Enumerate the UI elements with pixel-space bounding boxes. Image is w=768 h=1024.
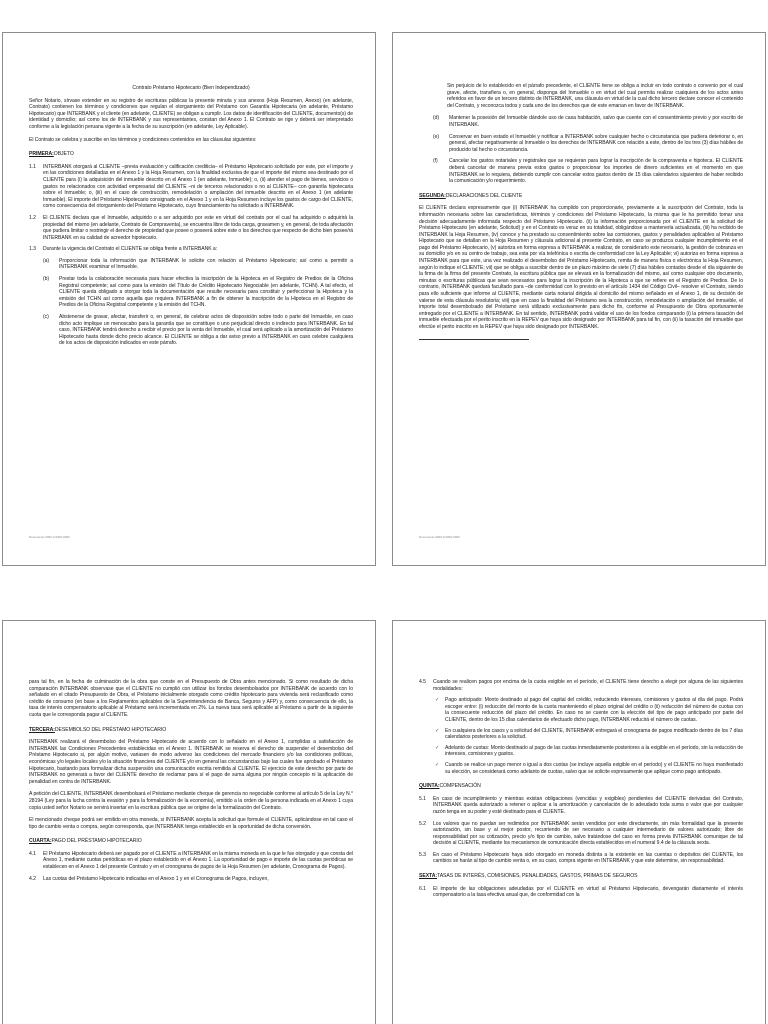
clause-1-2 — [29, 215, 353, 241]
checkmark-icon: ✓ — [435, 727, 440, 734]
subclause-text: Proporcionar toda la información que INTERBANK le solicite con relación al Préstamo Hipotecario; así como a permitir a INTERBANK examinar el Inmueble. — [59, 257, 353, 271]
clause-5-2 — [419, 821, 743, 847]
subclause-label: (b) — [43, 276, 50, 283]
clause-number: 5.3 — [419, 851, 426, 858]
page-3-content — [29, 679, 353, 887]
section-heading-tercera — [29, 727, 353, 734]
checkmark-icon: ✓ — [435, 761, 440, 768]
heading-label: TERCERA: — [29, 726, 55, 733]
heading-text: OBJETO — [53, 151, 74, 158]
subclause-label: (a) — [43, 257, 50, 264]
subclause-text: Conservar en buen estado el Inmueble y notificar a INTERBANK sobre cualquier hecho o circunstancia que pudiera deteriorar o, en general, afectar negativamente al Inmueble o los derechos de INTERBANK con relación a este, dentro de los tres (3) días hábiles de producido tal hecho o circunstancia. — [449, 133, 743, 153]
intro-paragraph: Señor Notario, sírvase extender en su registro de escrituras públicas la presente minuta y sus anexos (Hoja Resumen, Anexo) (en adelante, Contrato) contienen los términos y condiciones que regulan el otorgamiento del Préstamo con Garantía Hipotecaria (en adelante, Préstamo Hipotecario) que INTERBANK y el cliente (en adelante, CLIENTE) se obligan a cumplir. Los datos de identificación del CLIENTE, documento(s) de identidad y domicilio; así como los de INTERBANK y sus representantes, constan del Anexo 1. El Contrato se rige y deberá ser interpretado conforme a la legislación peruana vigente a la fecha de su suscripción (en adelante, Ley Aplicable). — [29, 97, 353, 130]
checkmark-icon: ✓ — [435, 697, 440, 704]
heading-text: PAGO DEL PRÉSTAMO HIPOTECARIO — [51, 838, 142, 845]
heading-text: DESEMBOLSO DEL PRÉSTAMO HIPOTECARIO — [54, 726, 167, 733]
subclause-label: (c) — [43, 314, 49, 321]
subclause-label: (f) — [433, 158, 438, 165]
page-2-content — [419, 83, 743, 340]
subclause-f — [433, 158, 743, 184]
document-page-1 — [2, 32, 376, 566]
clause-text: El importe de las obligaciones adeudadas por el CLIENTE en virtud al Préstamo Hipotecario, devengarán diariamente el interés compensatorio a la tasa efectiva anual que, de conformidad con la — [433, 885, 743, 899]
document-title: Contrato Préstamo Hipotecario (Bien Independizado) — [132, 85, 250, 91]
page-1-content — [29, 85, 353, 352]
check-item — [435, 745, 743, 758]
clause-4-5 — [419, 679, 743, 692]
clause-4-1 — [29, 851, 353, 871]
page-footer: Documento 0000-0 0000-0000 — [29, 535, 70, 539]
heading-label: QUINTA: — [419, 783, 440, 790]
subclause-text: Abstenerse de gravar, afectar, transferir o, en general, de celebrar actos de disposición sobre todo o parte del Inmueble, en caso dicho acto implique un menoscabo para la garantía que se constituye o uno perjudicial directo o indirecto para INTERBANK. En tal caso, INTERBANK tendrá derecho a recibir el precio por la venta del Inmueble, el cual será aplicado a la amortización del Préstamo Hipotecario hasta donde dicho precio alcance. El CLIENTE se obliga a dar aviso previo a INTERBANK en caso celebre cualquiera de los actos de disposición indicados en este párrafo. — [59, 314, 353, 347]
document-page-2 — [392, 32, 766, 566]
clause-text: Cuando se realicen pagos por encima de la cuota exigible en el período, el CLIENTE tiene derecho a elegir por alguna de las siguientes modalidades: — [433, 679, 743, 692]
clause-4-2 — [29, 876, 353, 883]
heading-text: TASAS DE INTERÉS, COMISIONES, PENALIDADES, GASTOS, PRIMAS DE SEGUROS — [437, 873, 638, 880]
clause-number: 4.1 — [29, 850, 36, 857]
subclause-label: (d) — [433, 115, 440, 122]
subclause-label: (e) — [433, 133, 440, 140]
clause-text: Los valores que no puedan ser redimidos por INTERBANK serán vendidos por este directamente, sin más formalidad que la presente autorización, sin base y al mejor postor, recurriendo de ser necesario a cualquier intermediario de valores autorizado; libre de responsabilidad por su cotización, precio y/o tipo de cambio, salvo tratándose del caso en forma previa INTERBANK comunique de tal decisión al CLIENTE, mediante los mecanismos de comunicación directa establecidos en el numeral 9.4 de la cláusula sexta. — [433, 820, 743, 847]
subclause-text: Cancelar los gastos notariales y registrales que se requieran para lograr la inscripción de la compraventa e hipoteca. El CLIENTE deberá cancelar de manera previa estos gastos o proporcionar los importes de dinero suficientes en el momento en que INTERBANK se lo requiera, debiendo cumplir con cancelar estos gastos dentro de 15 días calendarios siguientes de haber recibido la comunicación y/o requerimiento. — [449, 158, 743, 185]
section-heading-primera — [29, 151, 353, 158]
section-heading-cuarta — [29, 838, 353, 845]
document-page-3 — [2, 620, 376, 1024]
clause-5-1 — [419, 796, 743, 816]
clause-number: 4.5 — [419, 679, 426, 685]
check-item-text: En cualquiera de los casos y a solicitud del CLIENTE, INTERBANK entregará el cronograma de pagos modificado dentro de los 7 días calendarios posteriores a la solicitud. — [445, 727, 743, 741]
subclause-text: Prestar toda la colaboración necesaria para hacer efectiva la inscripción de la Hipoteca en el Registro de Predios de la Oficina Registral competente; así como para la emisión del Título de Crédito Hipotecario Negociable (en adelante, TCHN). A tal efecto, el CLIENTE queda obligado a otorgar toda la documentación que resulte necesaria para constituir y perfeccionar la Hipoteca y la emisión del TCHN así como aquella que requiera INTERBANK a fin de obtener la inscripción de la Hipoteca en el Registro de Predios de la Oficina Registral competente y la emisión del TCHN. — [59, 276, 353, 309]
clause-number: 1.1 — [29, 163, 36, 170]
check-item-text: Pago anticipado: Monto destinado al pago del capital del crédito, reduciendo intereses, comisiones y gastos al día del pago. Podrá escoger entre: (i) reducción del monto de la cuota manteniendo el plazo original del crédito o (ii) reducción del número de cuotas con la consecuente reducción del plazo del crédito. En caso no se cuente con la elección del tipo de pago anticipado por parte del CLIENTE, dentro de los 15 días calendarios de efectuado dicho pago, INTERBANK reducirá el número de cuotas. — [445, 697, 743, 723]
clause-number: 5.2 — [419, 820, 426, 827]
checkmark-icon: ✓ — [435, 744, 440, 751]
clause-text: En caso el Préstamo Hipotecario haya sido otorgado en moneda distinta a la existente en las cuentas o depósitos del CLIENTE, los cambios se harán al tipo de cambio venta o, en su caso, compra vigente en INTERBANK y que este determine, sin responsabilidad. — [433, 851, 743, 865]
subclause-b — [43, 276, 353, 309]
heading-label: CUARTA: — [29, 838, 52, 845]
clause-number: 5.1 — [419, 795, 426, 802]
check-item — [435, 728, 743, 741]
clause-text: En caso de incumplimiento y mientras existan obligaciones (vencidas y exigibles) pendientes del CLIENTE derivadas del Contrato, INTERBANK queda autorizado a retener o aplicar a la amortización y cancelación de lo adeudado toda suma o valor que por cualquier razón tenga en su poder y esté destinado para el CLIENTE. — [433, 795, 743, 815]
check-item — [435, 762, 743, 775]
clause-number: 1.3 — [29, 246, 36, 253]
page-footer: Documento 0000-0 0000-0000 — [419, 535, 460, 539]
check-item-text: Adelanto de cuotas: Monto destinado al pago de las cuotas inmediatamente posteriores a la exigible en el período, sin la reducción de intereses, comisiones y gastos. — [445, 744, 743, 758]
subclause-e — [433, 134, 743, 154]
disbursement-paragraph-3: El mencionado cheque podrá ser emitido en otra moneda, si INTERBANK acepta la solicitud que formule el CLIENTE, aplicándose en tal caso el tipo de cambio venta o compra, según corresponda, que INTERBANK tenga establecido en la oportunidad de dicha conversión. — [29, 817, 353, 830]
disbursement-paragraph-1: INTERBANK realizará el desembolso del Préstamo Hipotecario de acuerdo con lo señalado en el Anexo 1, cumplidas a satisfacción de INTERBANK las Condiciones Precedentes establecidas en el Anexo 1. INTERBANK se reserva el derecho de suspender el desembolso del Préstamo Hipotecario si, por algún motivo, variasen de modo adverso las condiciones del mercado financiero y/o las condiciones políticas, económicas y/o legales locales y/o la situación financiera del CLIENTE y/o en general las circunstancias bajo las cuales fue aprobado el Préstamo Hipotecario, bastando para formalizar dicha suspensión una comunicación escrita remitida al CLIENTE. El ejercicio de este derecho por parte de INTERBANK no generará a favor del CLIENTE derecho de reclamar para sí el pago de suma alguna por ningún concepto ni la aplicación de penalidad en contra de INTERBANK. — [29, 739, 353, 785]
heading-text: DECLARACIONES DEL CLIENTE — [445, 192, 523, 199]
subclause-a — [43, 258, 353, 271]
clause-1-1 — [29, 164, 353, 210]
heading-text: COMPENSACIÓN — [439, 783, 481, 790]
subclause-d — [433, 115, 743, 128]
declarations-paragraph: El CLIENTE declara expresamente que (i) INTERBANK ha cumplido con proporcionarle, previamente a la suscripción del Contrato, toda la información necesaria sobre las características, términos y condiciones del Préstamo Hipotecario, la misma que le ha permitido tomar una decisión adecuadamente informada respecto del Préstamo Hipotecario. (ii) la información proporcionada por el CLIENTE en la solicitud de Préstamo Hipotecario (en adelante, Solicitud) y en el Contrato es veraz en su totalidad, obligándose a mantenerla actualizada, (iii) ha recibido de INTERBANK la Hoja Resumen, (iv) conoce y ha prestado su consentimiento sobre las comisiones, gastos y penalidades aplicables al Préstamo Hipotecario que se detallan en la Hoja Resumen y cláusula adicional al presente Contrato, en caso se produzca cualquier incumplimiento en el pago del Préstamo Hipotecario, (v) autoriza en forma expresa a INTERBANK a realizar, de considerarlo este necesario, la gestión de cobranza en su domicilio y/o en su centro de trabajo, sea esta por vía telefónica o escrita de conformidad con la Ley Aplicable; vi) autoriza en forma expresa a INTERBANK para que este, una vez realizado el desembolso del Préstamo Hipotecario, remita de manera física o electrónica la Hoja Resumen, según lo indique el CLIENTE; vii) que se obliga a suscribir dentro de un plazo máximo de siete (7) días hábiles contados desde el día siguiente de la firma de la firma del presente Contrato, la escritura pública que se elevará en la formalización del mismo, así como cualquier otro documento, minutas o escrituras públicas que sean necesarios para lograr la inscripción de la Hipoteca a que se refiere en el Registro de Predios. De lo contrario, INTERBANK quedará facultado para –de conformidad con lo previsto en el artículo 1434 del Código Civil– resolver el Contrato, siendo para ello suficiente que informe al CLIENTE, mediante carta notarial dirigida al domicilio del mismo señalado en el Anexo 1, de su decisión de valerse de esta cláusula resolutoria; viii) que en caso la finalidad del Préstamo sea la construcción, remodelación o ampliación del inmueble, el importe total desembolsado del Préstamo será utilizado exclusivamente para dicho fin, conforme al Presupuesto de Obra oportunamente entregado por el CLIENTE a INTERBANK. En tal sentido, INTERBANK podrá validar el uso de los fondos comparando (i) la primera tasación del inmueble efectuada por el perito inscrito en la REPEV que haya sido designado por INTERBANK para tal fin, con (ii) la tasación del inmueble que efectúe el perito inscrito en la REPEV que haya sido designado por INTERBANK. — [419, 205, 743, 330]
footnote-separator — [419, 339, 529, 340]
continuation-paragraph: para tal fin, en la fecha de culminación de la obra que conste en el Presupuesto de Obra antes mencionado. Si como resultado de dicha comparación INTERBANK observase que el CLIENTE no cumplió con utilizar los fondos desembolsados por INTERBANK de acuerdo con lo señalado en el citado Presupuesto de Obra, el Préstamo inicialmente otorgado como crédito hipotecario para vivienda será reclasificado como crédito de consumo (en base a los Reglamentos aplicables de la Superintendencia de Banca, Seguros y AFP) y, como consecuencia de ello, la tasa de interés compensatorio aplicable al Préstamo será incrementada en 2%. La nueva tasa será aplicable al Préstamo a partir de la siguiente cuota que le corresponda pagar al CLIENTE. — [29, 679, 353, 718]
subclause-text: Mantener la posesión del Inmueble dándole uso de casa habitación, salvo que cuente con el consentimiento previo y por escrito de INTERBANK. — [449, 115, 743, 128]
heading-label: SEGUNDA: — [419, 192, 446, 199]
clause-number: 4.2 — [29, 875, 36, 882]
document-page-4 — [392, 620, 766, 1024]
check-item — [435, 697, 743, 723]
intro-paragraph-2: El Contrato se celebra y suscribe en los términos y condiciones contenidos en las cláusulas siguientes: — [29, 136, 257, 143]
clause-number: 6.1 — [419, 885, 426, 892]
clause-text: El CLIENTE declara que el Inmueble, adquirido o a ser adquirido por este en virtud del contrato por el cual ha adquirido o adquirirá la propiedad del mismo (en adelante, Contrato de Compraventa), se encuentra libre de toda carga, gravamen y, en general, de toda afectación que pudiera limitar o restringir el derecho de propiedad que posee o poseerá sobre este o los derechos que respecto de dicho bien posee/rá INTERBANK en su calidad de acreedor hipotecario. — [43, 214, 353, 241]
clause-1-3 — [29, 246, 353, 253]
page-4-content — [419, 679, 743, 904]
heading-label: PRIMERA: — [29, 151, 54, 158]
check-item-text: Cuando se realice un pago menor o igual a dos cuotas (se incluye aquella exigible en el período) y el CLIENTE no haya manifestado su elección, se considerará como adelanto de cuotas, salvo que se solicite expresamente que aplique como pago anticipado. — [445, 761, 743, 775]
clause-text: Durante la vigencia del Contrato el CLIENTE se obliga frente a INTERBANK a: — [43, 246, 218, 253]
section-heading-quinta — [419, 783, 743, 790]
clause-text: Las cuotas del Préstamo Hipotecario indicadas en el Anexo 1 y en el Cronograma de Pagos, incluyen, — [43, 875, 269, 882]
continuation-paragraph: Sin perjuicio de lo establecido en el párrafo precedente, el CLIENTE tiene se obliga a incluir en todo contrato o convenio por el cual grave, afecte, transfiera o, en general, disponga del Inmueble o en virtud del cual permita realizar cualquiera de los actos antes referidos en favor de un tercero distinto de INTERBANK, una cláusula en virtud de la cual dicho tercero declare conocer el contenido del Contrato, y reconozca todos y cada uno de los derechos que de este emanan en favor de INTERBANK. — [447, 83, 743, 109]
section-heading-sexta — [419, 873, 743, 880]
disbursement-paragraph-2: A petición del CLIENTE, INTERBANK desembolsará el Préstamo mediante cheque de gerencia no negociable conforme al artículo 5 de la Ley N.° 28194 (Ley para la lucha contra la evasión y para la formalización de la economía), emitido a la orden de la persona indicada en el Anexo 1 cuya copia usted señor Notario se servirá insertar en la escritura pública que se origine de la formalización del Contrato. — [29, 791, 353, 811]
section-heading-segunda — [419, 193, 743, 200]
clause-text: INTERBANK otorgará al CLIENTE –previa evaluación y calificación crediticia– el Préstamo Hipotecario solicitado por este, por el importe y en las condiciones detalladas en el Anexo 1 y la Hoja Resumen, con la finalidad exclusiva de que el importe del mismo sea destinado por el CLIENTE para (i) la adquisición del inmueble descrito en el Anexo 1 (en adelante, Inmueble); o, (ii) atender el pago de bienes, servicios o gastos no relacionados con actividad empresarial del CLIENTE –ni de terceros relacionados o no al CLIENTE– con garantía hipotecaria sobre el Inmueble; o, (iii) en el caso de construcción, remodelación o ampliación del inmueble descrito en el Anexo 1 (en adelante Inmueble). El importe del Préstamo Hipotecario consignado en el Anexo 1 y en la Hoja Resumen incluye los gastos de cargo del CLIENTE, como consecuencia del otorgamiento del Préstamo Hipotecario, cuyo financiamiento ha solicitado a INTERBANK. — [43, 163, 353, 210]
clause-6-1 — [419, 886, 743, 899]
clause-text: El Préstamo Hipotecario deberá ser pagado por el CLIENTE a INTERBANK en la misma moneda en la que le fue otorgado y que consta del Anexo 1, mediante cuotas periódicas en el plazo establecido en el Anexo 1. La oportunidad de pago e importe de las cuotas periódicas se establecen en el Anexo 1 del presente Contrato y en el cronograma de pagos de la Hoja Resumen (en adelante, Cronograma de Pagos). — [43, 850, 353, 871]
heading-label: SEXTA: — [419, 873, 438, 880]
subclause-c — [43, 314, 353, 347]
clause-5-3 — [419, 852, 743, 865]
clause-number: 1.2 — [29, 214, 36, 221]
